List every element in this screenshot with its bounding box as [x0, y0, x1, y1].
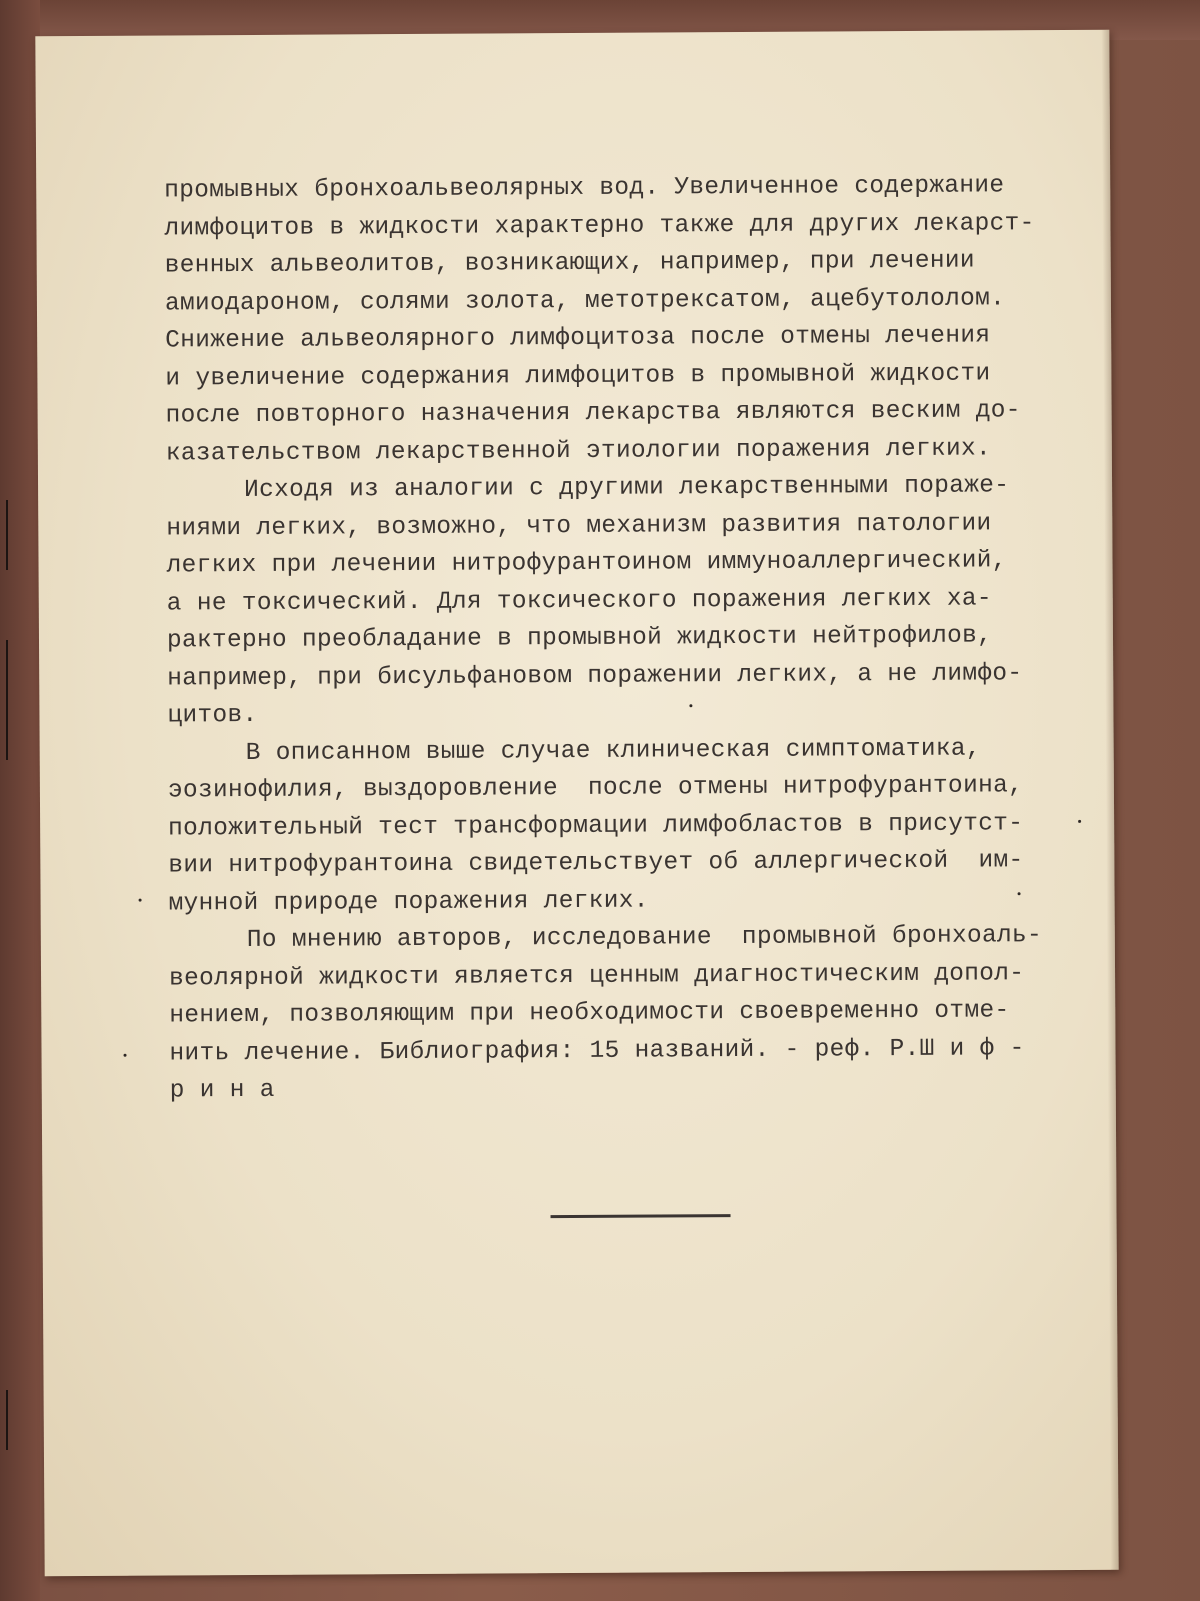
paragraph	[166, 467, 1068, 735]
text-line: и увеличение содержания лимфоцитов в промывной жидкости	[165, 359, 991, 393]
text-line: после повторного назначения лекарства являются веским до-	[165, 397, 1021, 430]
text-line: рактерно преобладание в промывной жидкости нейтрофилов,	[166, 622, 993, 655]
text-line: легких при лечении нитрофурантоином иммуноаллергический,	[166, 547, 1007, 580]
text-line: казательством лекарственной этиологии поражения легких.	[165, 434, 992, 468]
text-line: Снижение альвеолярного лимфоцитоза после отмены лечения	[165, 322, 991, 355]
page-edge-shadow	[1101, 30, 1118, 1570]
text-line: р и н а	[169, 1076, 275, 1105]
text-line: положительный тест трансформации лимфобластов в присутст-	[168, 809, 1024, 842]
paragraph	[168, 730, 1069, 923]
paper-speck	[689, 704, 692, 707]
text-line: нить лечение. Библиография: 15 названий. - реф. Р.Ш и ф -	[169, 1034, 1025, 1067]
text-line: ниями легких, возможно, что механизм развития патологии	[166, 509, 992, 543]
text-line: амиодароном, солями золота, метотрексатом, ацебутололом.	[164, 284, 1006, 318]
paper-speck	[1078, 820, 1081, 823]
binder-mark	[6, 500, 8, 570]
paper-speck	[1018, 892, 1021, 895]
text-line: веолярной жидкости является ценным диагностическим допол-	[168, 959, 1025, 992]
text-line: промывных бронхоальвеолярных вод. Увеличенное содержание	[164, 172, 1005, 205]
document-body	[164, 167, 1070, 1110]
text-line: Исходя из аналогии с другими лекарственными пораже-	[244, 472, 1010, 505]
text-line: лимфоцитов в жидкости характерно также для других лекарст-	[164, 209, 1035, 243]
text-line: вии нитрофурантоина свидетельствует об аллергической им-	[168, 847, 1024, 880]
text-line: эозинофилия, выздоровление после отмены нитрофурантоина,	[167, 772, 1024, 805]
paragraph	[164, 167, 1066, 472]
text-line: По мнению авторов, исследование промывной бронхоаль-	[246, 922, 1043, 955]
text-line: мунной природе поражения легких.	[168, 887, 649, 917]
text-line: а не токсический. Для токсического поражения легких ха-	[166, 584, 992, 618]
text-line: венных альвеолитов, возникающих, например, при лечении	[164, 247, 975, 280]
text-line: В описанном выше случае клиническая симптоматика,	[245, 735, 981, 767]
text-line: нением, позволяющим при необходимости своевременно отме-	[169, 997, 1010, 1030]
binder-mark	[6, 640, 8, 760]
paper-speck	[139, 899, 142, 902]
binder-mark	[6, 1390, 8, 1450]
text-line: цитов.	[167, 701, 258, 730]
paragraph	[169, 917, 1070, 1110]
paper-speck	[124, 1054, 127, 1057]
closing-rule	[551, 1214, 731, 1218]
document-page	[35, 30, 1118, 1577]
text-line: например, при бисульфановом поражении легких, а не лимфо-	[167, 659, 1023, 693]
backdrop-left	[0, 0, 40, 1601]
